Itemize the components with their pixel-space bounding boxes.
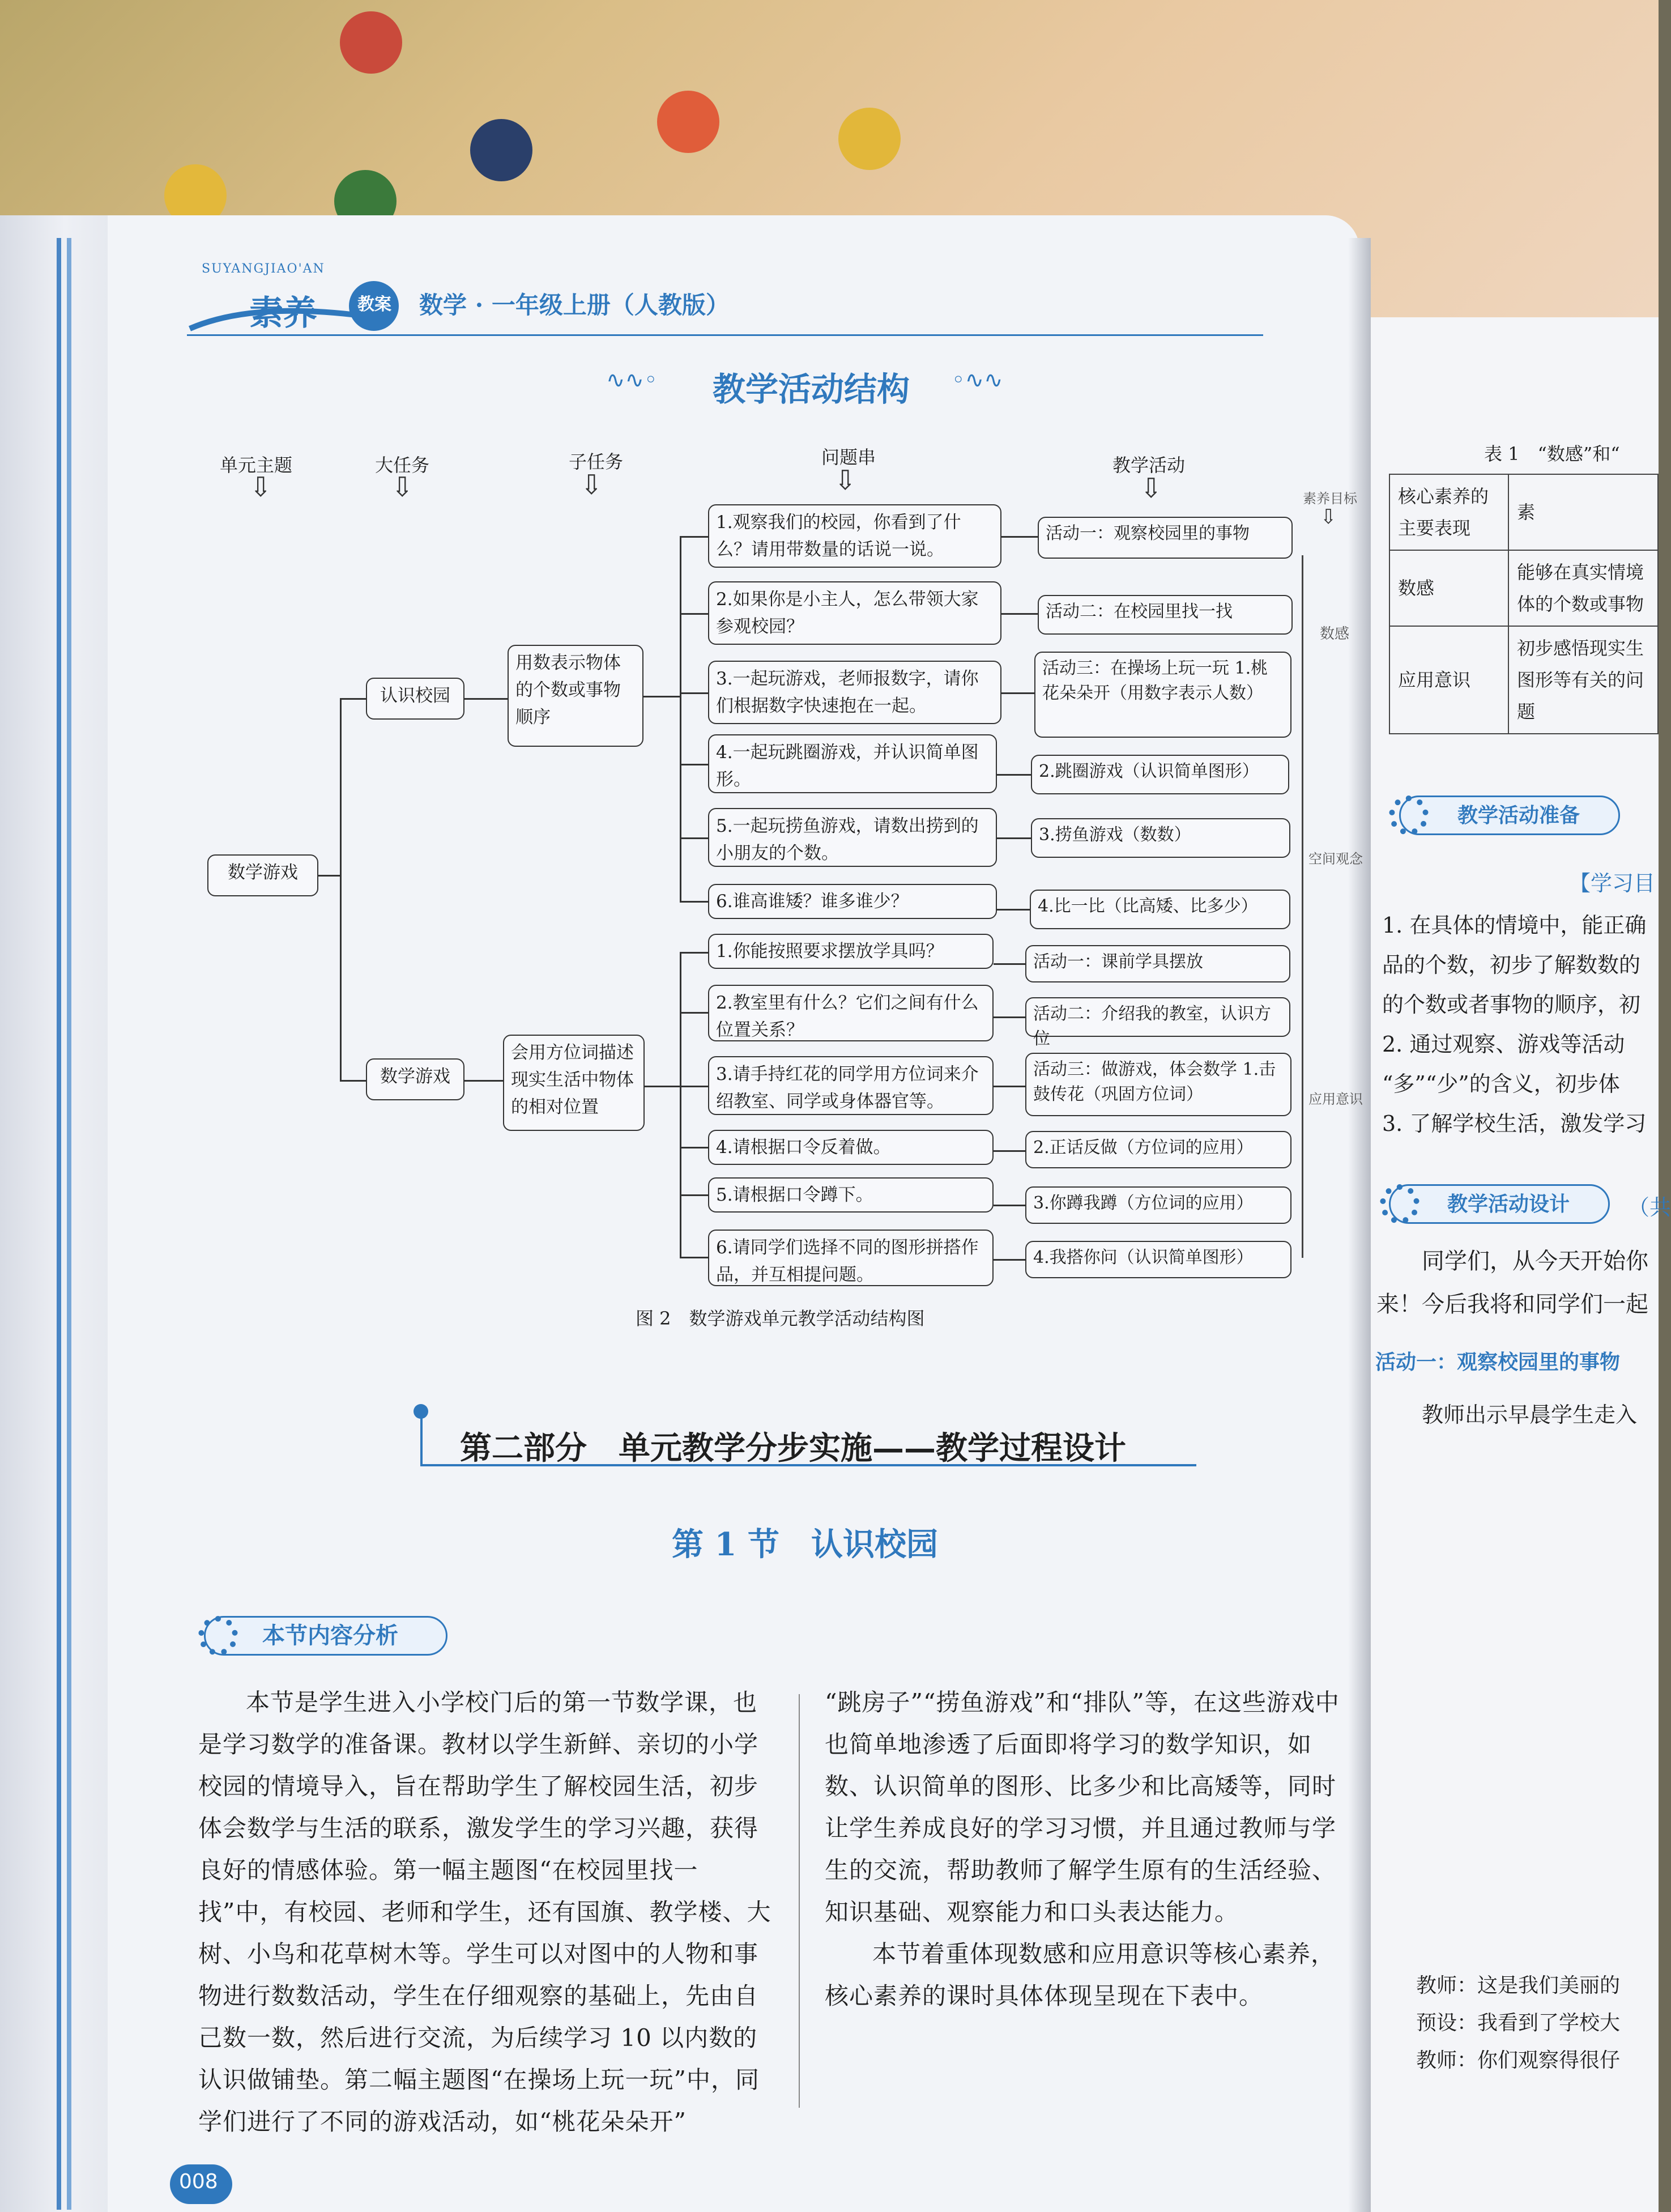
activity-node: 活动二：介绍我的教室，认识方位 bbox=[1025, 997, 1290, 1037]
table-row bbox=[1389, 626, 1658, 734]
question-node: 6.谁高谁矮？谁多谁少？ bbox=[708, 884, 997, 919]
activity-node: 活动三：做游戏，体会数学 1.击鼓传花（巩固方位词） bbox=[1025, 1053, 1291, 1116]
flower-decoration bbox=[657, 91, 719, 153]
diagram-caption: 图 2 数学游戏单元教学活动结构图 bbox=[636, 1308, 925, 1329]
diagram-title: 教学活动结构 bbox=[713, 370, 910, 409]
dialog-line: 预设：我看到了学校大 bbox=[1416, 2011, 1621, 2035]
connector bbox=[645, 1086, 681, 1087]
connector bbox=[994, 1205, 1025, 1206]
connector bbox=[680, 952, 708, 954]
connector bbox=[643, 696, 681, 697]
connector bbox=[464, 1080, 503, 1082]
connector bbox=[994, 1259, 1025, 1261]
connector bbox=[994, 1086, 1025, 1087]
activity-node: 活动一：课前学具摆放 bbox=[1025, 945, 1290, 982]
goal-line: 2. 通过观察、游戏等活动 bbox=[1382, 1032, 1625, 1057]
question-node: 3.请手持红花的同学用方位词来介绍教室、同学或身体器官等。 bbox=[708, 1056, 994, 1115]
connector bbox=[997, 909, 1030, 911]
literacy-table bbox=[1389, 474, 1659, 734]
dialog-line: 教师：你们观察得很仔 bbox=[1416, 2049, 1621, 2072]
big-task-node: 数学游戏 bbox=[366, 1058, 464, 1100]
connector bbox=[340, 1080, 366, 1082]
connector bbox=[680, 952, 681, 1258]
goal-line: 3. 了解学校生活，激发学习 bbox=[1382, 1111, 1647, 1136]
activity-node: 2.跳圈游戏（认识简单图形） bbox=[1031, 755, 1289, 794]
big-task-node: 认识校园 bbox=[366, 678, 464, 720]
connector bbox=[680, 837, 708, 839]
page-number: 008 bbox=[179, 2170, 218, 2193]
flower-decoration bbox=[470, 119, 532, 181]
connector bbox=[464, 698, 508, 700]
header-book-title: 数学 · 一年级上册（人教版） bbox=[419, 291, 730, 319]
connector bbox=[1001, 536, 1038, 538]
down-arrow-icon: ⇩ bbox=[580, 469, 603, 501]
dialog-line: 教师：这是我们美丽的 bbox=[1416, 1974, 1621, 1997]
part-title-rule bbox=[420, 1411, 423, 1465]
page-stack-edge bbox=[0, 215, 108, 2212]
connector bbox=[680, 901, 708, 903]
literacy-label: 数感 bbox=[1320, 626, 1350, 643]
activity-node: 活动一：观察校园里的事物 bbox=[1038, 517, 1293, 559]
activity-node: 4.比一比（比高矮、比多少） bbox=[1030, 890, 1290, 929]
analysis-badge: 本节内容分析 bbox=[204, 1616, 447, 1656]
question-node: 5.请根据口令蹲下。 bbox=[708, 1177, 994, 1213]
gear-icon bbox=[1380, 1184, 1420, 1224]
connector bbox=[680, 1147, 708, 1148]
column-label-unit-theme: 单元主题 bbox=[220, 454, 293, 476]
down-arrow-icon: ⇩ bbox=[1140, 473, 1163, 504]
intro-line: 同学们，从今天开始你 bbox=[1422, 1248, 1648, 1274]
question-node: 1.观察我们的校园，你看到了什么？请用带数量的话说一说。 bbox=[708, 504, 1001, 568]
connector bbox=[680, 536, 681, 902]
prep-badge: 教学活动准备 bbox=[1399, 796, 1620, 835]
literacy-bracket bbox=[1302, 555, 1303, 1258]
activity-node: 3.你蹲我蹲（方位词的应用） bbox=[1025, 1186, 1291, 1224]
connector bbox=[997, 774, 1031, 776]
title-ornament-left-icon: ∿∿◦ bbox=[606, 367, 658, 393]
section-title: 第 1 节 认识校园 bbox=[672, 1526, 938, 1563]
connector bbox=[318, 875, 341, 877]
header-pinyin: SUYANGJIAO'AN bbox=[202, 262, 325, 276]
table-cell: 初步感悟现实生图形等有关的问题 bbox=[1508, 626, 1658, 734]
connector bbox=[1001, 613, 1038, 615]
activity-node: 活动三：在操场上玩一玩 1.桃花朵朵开（用数字表示人数） bbox=[1034, 652, 1291, 738]
column-divider bbox=[799, 1694, 800, 2108]
table-row bbox=[1389, 474, 1658, 550]
goal-title: 【学习目 bbox=[1569, 871, 1656, 896]
connector bbox=[994, 1150, 1025, 1152]
column-label-big-task: 大任务 bbox=[375, 454, 430, 476]
header-rule bbox=[187, 334, 1263, 336]
table-cell: 能够在真实情境体的个数或事物 bbox=[1508, 550, 1658, 626]
part-title: 第二部分 单元教学分步实施——教学过程设计 bbox=[460, 1430, 1126, 1467]
literacy-label: 空间观念 bbox=[1308, 851, 1363, 867]
table-cell: 核心素养的主要表现 bbox=[1389, 474, 1508, 550]
connector bbox=[680, 613, 708, 615]
page-edge-stripe bbox=[67, 238, 71, 2210]
column-label-sub-task: 子任务 bbox=[569, 451, 624, 473]
connector bbox=[680, 1012, 708, 1014]
page-edge-stripe bbox=[57, 238, 61, 2210]
body-right-paragraph-2: 本节着重体现数感和应用意识等核心素养，核心素养的课时具体体现呈现在下表中。 bbox=[825, 1940, 1336, 2010]
root-node: 数学游戏 bbox=[207, 854, 318, 896]
connector bbox=[680, 536, 708, 538]
column-label-question-chain: 问题串 bbox=[821, 446, 876, 468]
down-arrow-icon: ⇩ bbox=[1320, 505, 1337, 529]
activity-text: 教师出示早晨学生走入 bbox=[1422, 1402, 1638, 1427]
down-arrow-icon: ⇩ bbox=[249, 471, 272, 503]
design-badge-suffix: （共 bbox=[1628, 1195, 1671, 1220]
activity-node: 4.我搭你问（认识简单图形） bbox=[1025, 1241, 1291, 1278]
activity-node: 2.正话反做（方位词的应用） bbox=[1025, 1131, 1291, 1168]
connector bbox=[994, 1016, 1025, 1018]
question-node: 4.一起玩跳圈游戏，并认识简单图形。 bbox=[708, 734, 997, 793]
table-cell: 素 bbox=[1508, 474, 1658, 550]
question-node: 2.如果你是小主人，怎么带领大家参观校园？ bbox=[708, 581, 1001, 645]
connector bbox=[340, 698, 342, 1081]
flower-decoration bbox=[838, 108, 901, 170]
question-node: 5.一起玩捞鱼游戏，请数出捞到的小朋友的个数。 bbox=[708, 808, 997, 867]
connector bbox=[680, 1194, 708, 1196]
question-node: 3.一起玩游戏，老师报数字，请你们根据数字快速抱在一起。 bbox=[708, 661, 1001, 724]
goal-line: 的个数或者事物的顺序，初 bbox=[1382, 992, 1641, 1017]
connector bbox=[1001, 692, 1034, 694]
goal-line: “多”“少”的含义，初步体 bbox=[1382, 1071, 1620, 1096]
book-gutter bbox=[1348, 238, 1371, 2212]
gear-icon bbox=[1389, 796, 1429, 835]
connector bbox=[680, 1086, 708, 1087]
flower-decoration bbox=[340, 11, 402, 74]
down-arrow-icon: ⇩ bbox=[834, 465, 857, 496]
sub-task-node: 会用方位词描述现实生活中物体的相对位置 bbox=[503, 1035, 645, 1131]
connector bbox=[340, 698, 366, 700]
column-label-activity: 教学活动 bbox=[1112, 454, 1186, 476]
design-badge: 教学活动设计 bbox=[1389, 1184, 1610, 1224]
question-node: 6.请同学们选择不同的图形拼搭作品，并互相提问题。 bbox=[708, 1230, 994, 1286]
activity-node: 活动二：在校园里找一找 bbox=[1038, 595, 1293, 635]
table-caption: 表 1 “数感”和“ bbox=[1484, 443, 1620, 465]
intro-line: 来！今后我将和同学们一起 bbox=[1376, 1291, 1648, 1317]
connector bbox=[680, 692, 708, 694]
body-left-column: 本节是学生进入小学校门后的第一节数学课，也是学习数学的准备课。教材以学生新鲜、亲切的小学校园的情境导入，旨在帮助学生了解校园生活，初步体会数学与生活的联系，激发学生的学习兴趣，获得良好的情感体验。第一幅主题图“在校园里找一找”中，有校园、老师和学生，还有国旗、教学楼、大树、小鸟和花草树木等。学生可以对图中的人物和事物进行数数活动，学生在仔细观察的基础上，先由自己数一数，然后进行交流，为后续学习 10 以内数的认识做铺垫。第二幅主题图“在操场上玩一玩”中，同学们进行了不同的游戏活动，如“桃花朵朵开” bbox=[198, 1688, 771, 2136]
literacy-label: 应用意识 bbox=[1308, 1091, 1363, 1107]
literacy-label: 素养目标 bbox=[1303, 491, 1357, 507]
connector bbox=[997, 837, 1031, 839]
goal-line: 1. 在具体的情境中，能正确 bbox=[1382, 913, 1647, 938]
connector bbox=[680, 1257, 708, 1258]
connector bbox=[994, 963, 1025, 965]
header-logo: 素养 bbox=[249, 293, 317, 333]
question-node: 4.请根据口令反着做。 bbox=[708, 1130, 994, 1165]
gear-icon bbox=[198, 1616, 238, 1656]
body-right-paragraph-1: “跳房子”“捞鱼游戏”和“排队”等，在这些游戏中也简单地渗透了后面即将学习的数学知识，如数、认识简单的图形、比多少和比高矮等，同时让学生养成良好的学习习惯，并且通过教师与学生的交流，帮助教师了解学生原有的生活经验、知识基础、观察能力和口头表达能力。 bbox=[825, 1688, 1340, 1926]
question-node: 1.你能按照要求摆放学具吗？ bbox=[708, 934, 994, 969]
down-arrow-icon: ⇩ bbox=[391, 471, 414, 503]
title-ornament-right-icon: ◦∿∿ bbox=[952, 367, 1003, 393]
sub-task-node: 用数表示物体的个数或事物顺序 bbox=[508, 645, 643, 747]
table-cell: 应用意识 bbox=[1389, 626, 1508, 734]
connector bbox=[680, 764, 708, 765]
table-cell: 数感 bbox=[1389, 550, 1508, 626]
goal-line: 品的个数，初步了解数数的 bbox=[1382, 952, 1641, 977]
header-logo-badge: 教案 bbox=[357, 295, 391, 314]
table-row bbox=[1389, 550, 1658, 626]
activity-node: 3.捞鱼游戏（数数） bbox=[1031, 818, 1290, 858]
question-node: 2.教室里有什么？它们之间有什么位置关系？ bbox=[708, 985, 994, 1041]
activity-heading: 活动一：观察校园里的事物 bbox=[1375, 1350, 1621, 1374]
